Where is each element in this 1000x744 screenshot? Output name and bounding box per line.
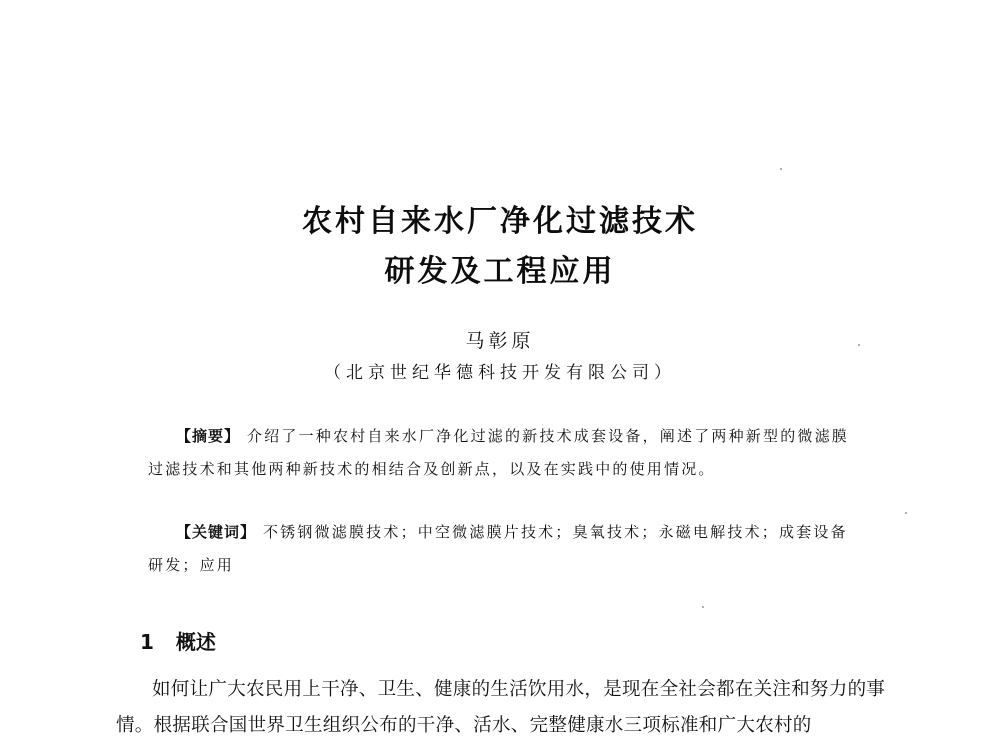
scan-speck <box>702 606 704 608</box>
keywords-label: 【关键词】 <box>176 523 257 541</box>
keywords-text: 不锈钢微滤膜技术；中空微滤膜片技术；臭氧技术；永磁电解技术；成套设备研发；应用 <box>148 523 848 574</box>
abstract-text: 介绍了一种农村自来水厂净化过滤的新技术成套设备，阐述了两种新型的微滤膜过滤技术和其他两种新技术的相结合及创新点，以及在实践中的使用情况。 <box>148 427 849 478</box>
keywords <box>148 516 860 582</box>
scan-speck <box>858 344 860 346</box>
section-number: 1 <box>140 630 154 654</box>
section-heading <box>140 626 216 655</box>
body-paragraph: 如何让广大农民用上干净、卫生、健康的生活饮用水，是现在全社会都在关注和努力的事情。根据联合国世界卫生组织公布的干净、活水、完整健康水三项标准和广大农村的 <box>116 679 886 736</box>
author-name: 马彰原 <box>465 330 535 352</box>
paper-title-line-2: 研发及工程应用 <box>384 254 616 289</box>
section-title: 概述 <box>175 630 216 654</box>
abstract <box>148 420 860 486</box>
paper-title-line-1: 农村自来水厂净化过滤技术 <box>302 204 698 239</box>
scan-speck <box>780 168 782 170</box>
scan-speck <box>905 512 907 514</box>
abstract-label: 【摘要】 <box>176 427 241 445</box>
author-affiliation: （北京世纪华德科技开发有限公司） <box>324 363 676 383</box>
